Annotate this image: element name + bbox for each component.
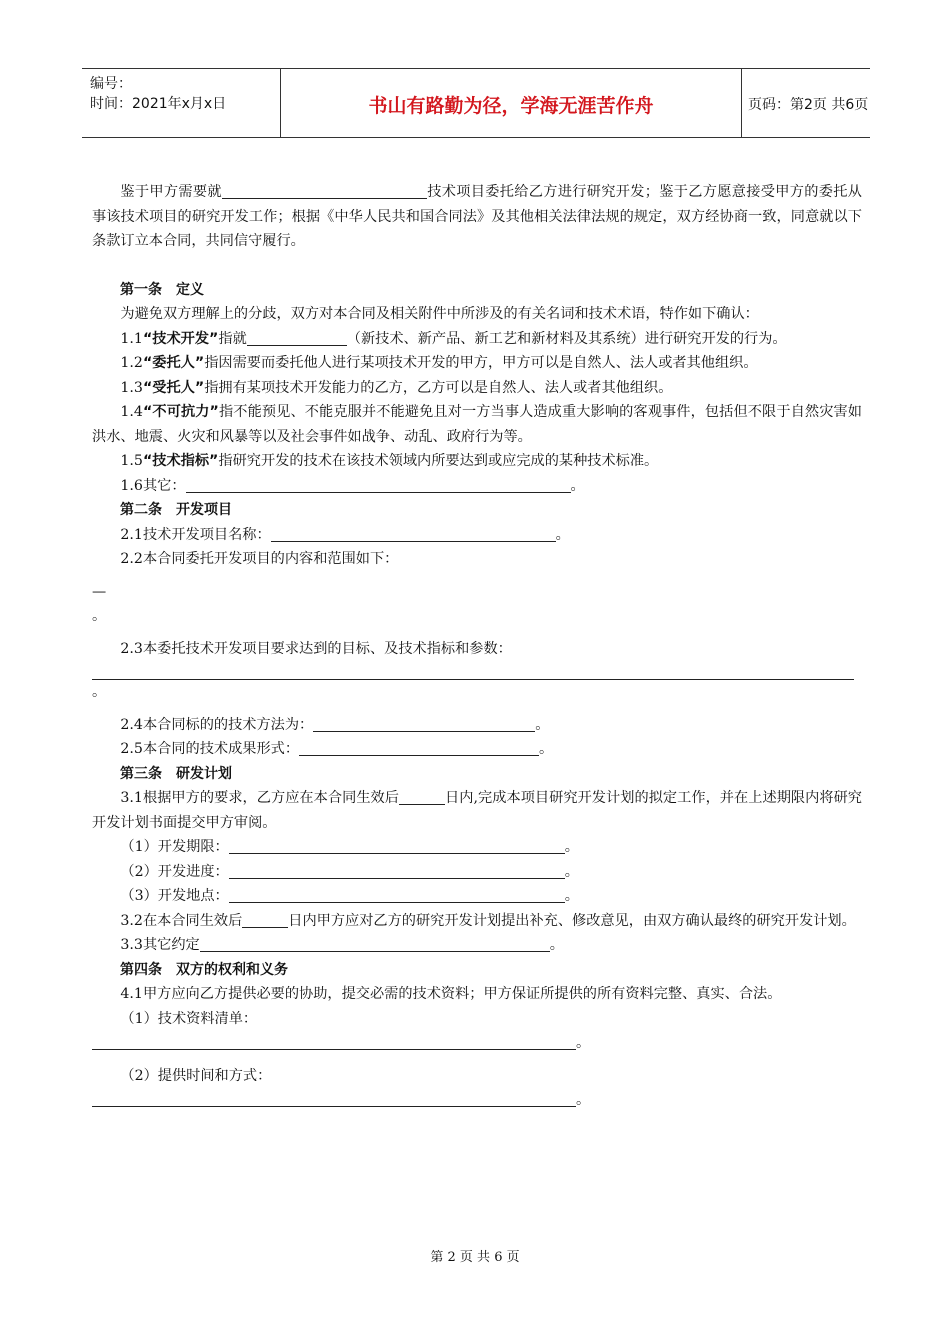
blank-field[interactable] — [229, 837, 565, 854]
header-page-info — [740, 69, 870, 137]
blank-line[interactable] — [92, 661, 854, 680]
material-list-label: （1）技术资料清单： — [120, 1010, 258, 1027]
article-4-title: 第四条 双方的权利和义务 — [120, 961, 288, 978]
clause-2-3-end: 。 — [92, 684, 107, 700]
intro-paragraph: 鉴于甲方需要就 技术项目委托给乙方进行研究开发；鉴于乙方愿意接受甲方的委托从事该技术项目的研究开发工作；根据《中华人民共和国合同法》及其他相关法律法规的规定，双方经协商一致，同意就以下条款订立本合同，共同信守履行。 — [92, 184, 862, 249]
clause-4-1: 4.1甲方应向乙方提供必要的协助，提交必需的技术资料；甲方保证所提供的所有资料完整、真实、合法。 — [120, 986, 782, 1002]
content-scope-end: 。 — [92, 608, 107, 624]
material-list-blank: 。 — [92, 1031, 862, 1056]
blank-field[interactable] — [313, 715, 535, 732]
article-3-title: 第三条 研发计划 — [120, 765, 232, 782]
content-scope-dash: — — [92, 583, 107, 600]
clause-1-4: 1.4“不可抗力”指不能预见、不能克服并不能避免且对一方当事人造成重大影响的客观事件，包括但不限于自然灾害如洪水、地震、火灾和风暴等以及社会事件如战争、动乱、政府行为等。 — [92, 404, 862, 445]
page-header — [82, 68, 870, 138]
clause-1-6: 1.6其它： 。 — [120, 477, 585, 494]
plan-item-2: （2）开发进度： 。 — [120, 863, 579, 880]
header-motto-cell — [280, 69, 742, 137]
clause-2-4: 2.4本合同标的的技术方法为： 。 — [120, 716, 550, 733]
clause-3-2: 3.2在本合同生效后 日内甲方应对乙方的研究开发计划提出补充、修改意见，由双方确认最终的研究开发计划。 — [120, 912, 856, 929]
article-1-lead: 为避免双方理解上的分歧，双方对本合同及相关附件中所涉及的有关名词和技术术语，特作如下确认： — [120, 306, 759, 322]
clause-2-5: 2.5本合同的技术成果形式： 。 — [120, 741, 554, 757]
motto: 书山有路勤为径，学海无涯苦作舟 — [368, 95, 654, 117]
blank-field[interactable] — [299, 739, 539, 756]
delivery-blank: 。 — [92, 1088, 862, 1113]
clause-2-2: 2.2本合同委托开发项目的内容和范围如下： — [120, 551, 399, 567]
blank-field[interactable] — [247, 329, 347, 346]
clause-2-1: 2.1技术开发项目名称： 。 — [120, 526, 570, 543]
blank-field[interactable] — [222, 182, 427, 199]
blank-field[interactable] — [92, 1090, 576, 1107]
blank-field[interactable] — [229, 862, 565, 879]
document-number-label: 编号： — [90, 76, 132, 92]
blank-field[interactable] — [186, 476, 571, 493]
article-1-title: 第一条 定义 — [120, 281, 204, 298]
blank-field[interactable] — [242, 911, 288, 928]
clause-1-1: 1.1“技术开发”指就 （新技术、新产品、新工艺和新材料及其系统）进行研究开发的行为。 — [120, 330, 787, 347]
blank-field[interactable] — [200, 935, 550, 952]
blank-field[interactable] — [229, 886, 565, 903]
clause-3-3: 3.3其它约定 。 — [120, 937, 564, 953]
plan-item-3: （3）开发地点： 。 — [120, 888, 579, 904]
clause-1-2: 1.2“委托人”指因需要而委托他人进行某项技术开发的甲方，甲方可以是自然人、法人或者其他组织。 — [120, 355, 758, 371]
clause-2-3: 2.3本委托技术开发项目要求达到的目标、及技术指标和参数： — [120, 640, 512, 657]
document-date: 时间：2021年x月x日 — [90, 96, 227, 112]
plan-item-1: （1）开发期限： 。 — [120, 839, 579, 855]
page-footer: 第 2 页 共 6 页 — [430, 1250, 520, 1265]
document-body — [92, 180, 862, 1113]
blank-field[interactable] — [271, 525, 556, 542]
article-2-title: 第二条 开发项目 — [120, 502, 232, 518]
header-info — [82, 69, 280, 137]
page-indicator: 页码：第2页 共6页 — [748, 97, 869, 113]
blank-field[interactable] — [399, 788, 445, 805]
clause-1-5: 1.5“技术指标”指研究开发的技术在该技术领域内所要达到或应完成的某种技术标准。 — [120, 453, 659, 469]
clause-3-1: 3.1根据甲方的要求，乙方应在本合同生效后 日内,完成本项目研究开发计划的拟定工作，并在上述期限内将研究开发计划书面提交甲方审阅。 — [92, 790, 862, 831]
delivery-label: （2）提供时间和方式： — [120, 1067, 272, 1084]
blank-field[interactable] — [92, 1033, 576, 1050]
clause-1-3: 1.3“受托人”指拥有某项技术开发能力的乙方，乙方可以是自然人、法人或者其他组织。 — [120, 379, 673, 396]
